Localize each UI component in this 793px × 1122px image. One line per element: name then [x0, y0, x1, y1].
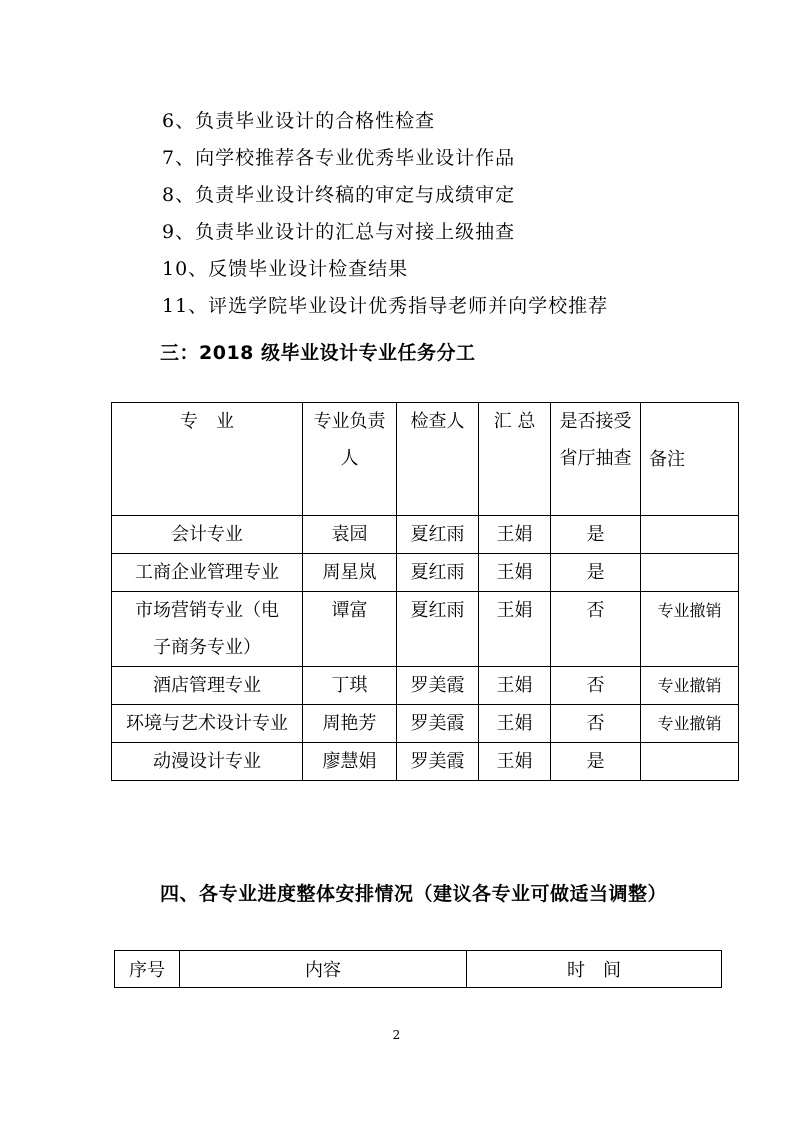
- cell-inspector: 夏红雨: [397, 516, 479, 554]
- cell-note: [641, 554, 739, 592]
- cell-inspector: 罗美霞: [397, 667, 479, 705]
- cell-sampled: 是: [551, 554, 641, 592]
- cell-major: 市场营销专业（电子商务专业）: [112, 592, 303, 667]
- header-sampled: 是否接受省厅抽查: [551, 403, 641, 516]
- cell-lead: 谭富: [303, 592, 397, 667]
- header-time: 时 间: [467, 951, 722, 988]
- list-item: 11、评选学院毕业设计优秀指导老师并向学校推荐: [162, 295, 609, 317]
- cell-sampled: 是: [551, 516, 641, 554]
- cell-lead: 周星岚: [303, 554, 397, 592]
- cell-major: 酒店管理专业: [112, 667, 303, 705]
- cell-inspector: 罗美霞: [397, 743, 479, 781]
- list-item: 7、向学校推荐各专业优秀毕业设计作品: [162, 147, 516, 169]
- list-item: 8、负责毕业设计终稿的审定与成绩审定: [162, 184, 516, 206]
- cell-summary: 王娟: [479, 705, 551, 743]
- schedule-table: [114, 950, 722, 988]
- header-inspector: 检查人: [397, 403, 479, 516]
- table-row: [112, 705, 739, 743]
- header-summary: 汇 总: [479, 403, 551, 516]
- list-item: 6、负责毕业设计的合格性检查: [162, 110, 436, 132]
- table-row: [112, 554, 739, 592]
- cell-major: 会计专业: [112, 516, 303, 554]
- cell-summary: 王娟: [479, 554, 551, 592]
- cell-summary: 王娟: [479, 743, 551, 781]
- table-header-row: [112, 403, 739, 516]
- cell-major: 工商企业管理专业: [112, 554, 303, 592]
- cell-note: [641, 743, 739, 781]
- list-item: 9、负责毕业设计的汇总与对接上级抽查: [162, 221, 516, 243]
- section-3-title: 三：2018 级毕业设计专业任务分工: [160, 342, 476, 364]
- cell-major: 环境与艺术设计专业: [112, 705, 303, 743]
- cell-sampled: 否: [551, 667, 641, 705]
- cell-lead: 周艳芳: [303, 705, 397, 743]
- section-4-title: 四、各专业进度整体安排情况（建议各专业可做适当调整）: [160, 883, 668, 905]
- cell-sampled: 否: [551, 705, 641, 743]
- cell-major: 动漫设计专业: [112, 743, 303, 781]
- cell-note: 专业撤销: [641, 667, 739, 705]
- header-seq: 序号: [115, 951, 180, 988]
- task-assignment-table: [111, 402, 739, 781]
- cell-inspector: 罗美霞: [397, 705, 479, 743]
- cell-note: [641, 516, 739, 554]
- table-row: [112, 743, 739, 781]
- header-note: 备注: [641, 403, 739, 516]
- table-header-row: [115, 951, 722, 988]
- cell-note: 专业撤销: [641, 705, 739, 743]
- header-content: 内容: [180, 951, 467, 988]
- cell-lead: 丁琪: [303, 667, 397, 705]
- cell-sampled: 是: [551, 743, 641, 781]
- list-item: 10、反馈毕业设计检查结果: [162, 258, 409, 280]
- page-number: 2: [392, 1028, 401, 1042]
- cell-summary: 王娟: [479, 667, 551, 705]
- table-row: [112, 667, 739, 705]
- cell-inspector: 夏红雨: [397, 554, 479, 592]
- table-row: [112, 592, 739, 667]
- cell-summary: 王娟: [479, 592, 551, 667]
- cell-sampled: 否: [551, 592, 641, 667]
- duty-list: [162, 103, 762, 325]
- header-lead: 专业负责人: [303, 403, 397, 516]
- cell-note: 专业撤销: [641, 592, 739, 667]
- table-row: [112, 516, 739, 554]
- cell-summary: 王娟: [479, 516, 551, 554]
- cell-inspector: 夏红雨: [397, 592, 479, 667]
- cell-lead: 廖慧娟: [303, 743, 397, 781]
- header-major: 专 业: [112, 403, 303, 516]
- cell-lead: 袁园: [303, 516, 397, 554]
